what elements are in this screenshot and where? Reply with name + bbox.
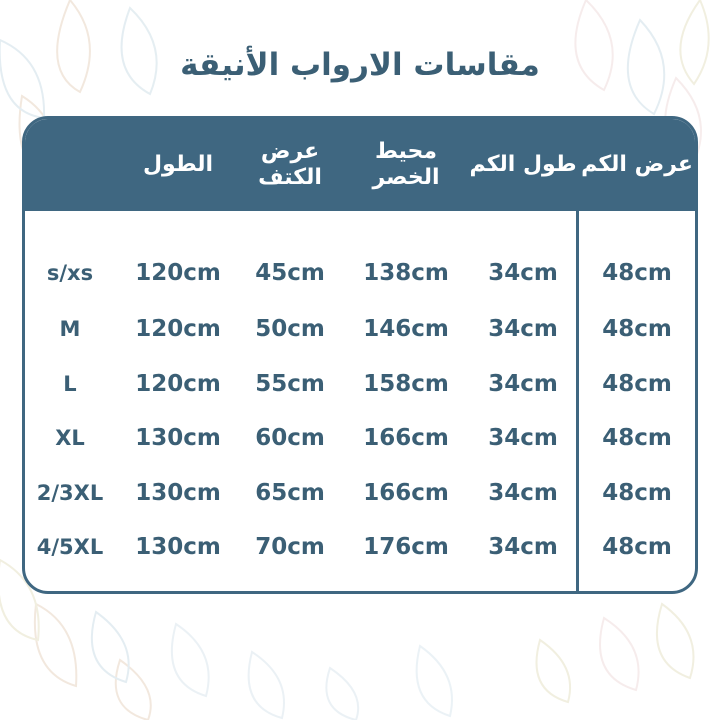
cell-sleeve-length: 34cm bbox=[488, 315, 558, 342]
table-header-sleeve-length: طول الكم bbox=[469, 152, 577, 178]
cell-length: 130cm bbox=[135, 479, 221, 506]
table-row bbox=[25, 303, 695, 354]
page-title: مقاسات الارواب الأنيقة bbox=[180, 47, 540, 83]
table-header-waist: محيط الخصر bbox=[372, 139, 440, 190]
cell-waist: 176cm bbox=[363, 533, 449, 560]
cell-waist: 146cm bbox=[363, 315, 449, 342]
cell-length: 120cm bbox=[135, 259, 221, 286]
table-header-length: الطول bbox=[142, 152, 214, 178]
cell-waist: 166cm bbox=[363, 424, 449, 451]
cell-sleeve-width: 48cm bbox=[602, 370, 672, 397]
row-size-label: M bbox=[59, 316, 81, 341]
cell-sleeve-width: 48cm bbox=[602, 315, 672, 342]
table-row bbox=[25, 467, 695, 518]
table-row bbox=[25, 521, 695, 572]
cell-sleeve-length: 34cm bbox=[488, 479, 558, 506]
cell-length: 120cm bbox=[135, 370, 221, 397]
cell-length: 130cm bbox=[135, 533, 221, 560]
cell-sleeve-width: 48cm bbox=[602, 259, 672, 286]
table-row bbox=[25, 358, 695, 409]
cell-sleeve-width: 48cm bbox=[602, 424, 672, 451]
cell-sleeve-width: 48cm bbox=[602, 533, 672, 560]
table-header-shoulder: عرض الكتف bbox=[258, 139, 322, 190]
cell-waist: 158cm bbox=[363, 370, 449, 397]
cell-waist: 138cm bbox=[363, 259, 449, 286]
cell-shoulder: 60cm bbox=[255, 424, 325, 451]
cell-sleeve-length: 34cm bbox=[488, 259, 558, 286]
table-row bbox=[25, 412, 695, 463]
cell-sleeve-length: 34cm bbox=[488, 424, 558, 451]
table-row bbox=[25, 247, 695, 298]
row-size-label: 4/5XL bbox=[36, 534, 104, 559]
cell-length: 130cm bbox=[135, 424, 221, 451]
cell-shoulder: 55cm bbox=[255, 370, 325, 397]
row-size-label: s/xs bbox=[46, 260, 94, 285]
cell-shoulder: 45cm bbox=[255, 259, 325, 286]
row-size-label: XL bbox=[55, 425, 85, 450]
cell-sleeve-width: 48cm bbox=[602, 479, 672, 506]
table-header-sleeve-width: عرض الكم bbox=[581, 152, 693, 178]
cell-shoulder: 50cm bbox=[255, 315, 325, 342]
row-size-label: 2/3XL bbox=[36, 480, 104, 505]
row-size-label: L bbox=[63, 371, 77, 396]
cell-shoulder: 70cm bbox=[255, 533, 325, 560]
size-table bbox=[22, 116, 698, 594]
cell-length: 120cm bbox=[135, 315, 221, 342]
cell-sleeve-length: 34cm bbox=[488, 370, 558, 397]
cell-shoulder: 65cm bbox=[255, 479, 325, 506]
cell-sleeve-length: 34cm bbox=[488, 533, 558, 560]
cell-waist: 166cm bbox=[363, 479, 449, 506]
